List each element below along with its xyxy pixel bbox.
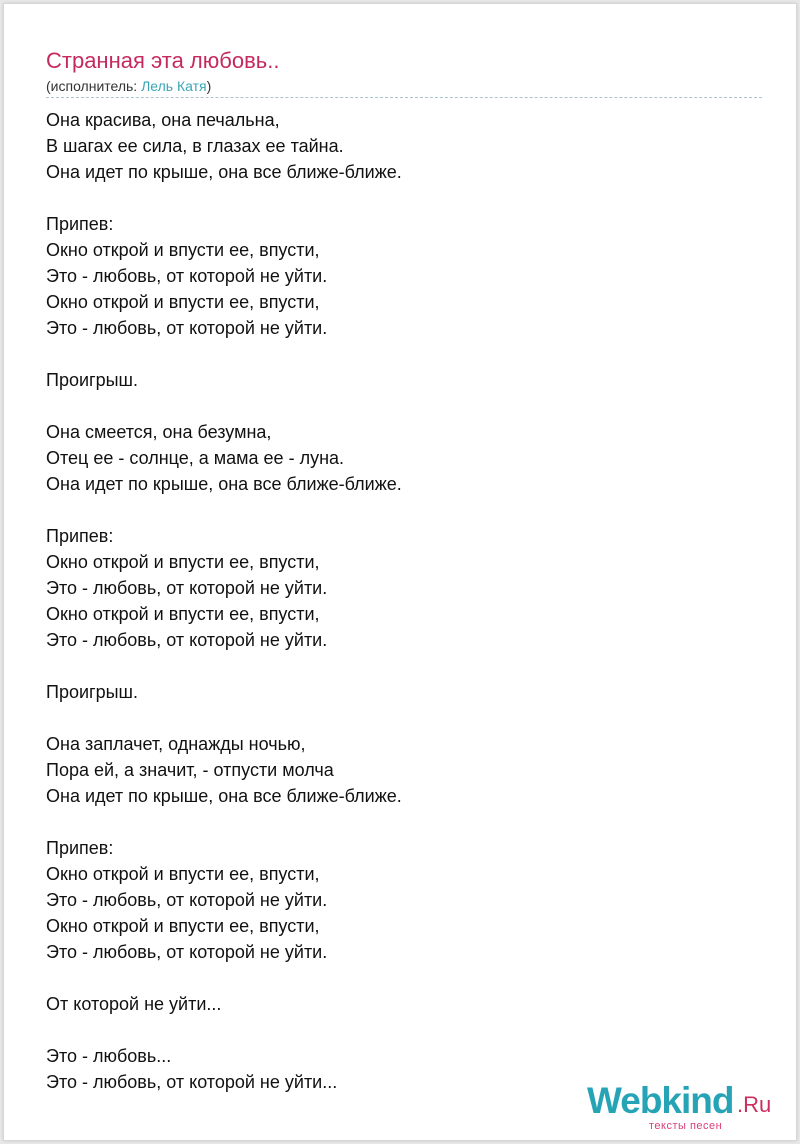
lyric-line: Припев: bbox=[46, 214, 114, 234]
lyric-line: Это - любовь, от которой не уйти. bbox=[46, 318, 328, 338]
lyric-line: Она смеется, она безумна, bbox=[46, 422, 272, 442]
lyric-line: Проигрыш. bbox=[46, 370, 138, 390]
lyric-line: Окно открой и впусти ее, впусти, bbox=[46, 916, 320, 936]
stanza-break bbox=[46, 1017, 766, 1043]
lyric-line: Окно открой и впусти ее, впусти, bbox=[46, 292, 320, 312]
lyric-line: Припев: bbox=[46, 526, 114, 546]
stanza-break bbox=[46, 965, 766, 991]
lyric-line: Окно открой и впусти ее, впусти, bbox=[46, 604, 320, 624]
lyric-line: От которой не уйти... bbox=[46, 994, 222, 1014]
stanza-break bbox=[46, 705, 766, 731]
lyric-line: Окно открой и впусти ее, впусти, bbox=[46, 240, 320, 260]
header-divider bbox=[46, 97, 762, 98]
lyric-line: В шагах ее сила, в глазах ее тайна. bbox=[46, 136, 344, 156]
logo-tagline: тексты песен bbox=[649, 1120, 723, 1132]
song-title: Странная эта любовь.. bbox=[46, 48, 280, 73]
stanza-break bbox=[46, 653, 766, 679]
lyric-line: Припев: bbox=[46, 838, 114, 858]
lyric-line: Проигрыш. bbox=[46, 682, 138, 702]
site-logo[interactable] bbox=[587, 1080, 787, 1134]
lyric-line: Она заплачет, однажды ночью, bbox=[46, 734, 306, 754]
lyrics-body bbox=[46, 107, 766, 1095]
artist-link[interactable]: Лель Катя bbox=[141, 78, 207, 94]
lyric-line: Окно открой и впусти ее, впусти, bbox=[46, 864, 320, 884]
lyrics-page bbox=[3, 3, 797, 1141]
lyric-line: Это - любовь, от которой не уйти... bbox=[46, 1072, 338, 1092]
stanza-break bbox=[46, 497, 766, 523]
artist-line bbox=[46, 77, 211, 95]
lyric-line: Это - любовь, от которой не уйти. bbox=[46, 266, 328, 286]
lyric-line: Это - любовь, от которой не уйти. bbox=[46, 630, 328, 650]
artist-prefix: (исполнитель: bbox=[46, 78, 142, 94]
stanza-break bbox=[46, 809, 766, 835]
logo-wordmark: Webkind bbox=[587, 1080, 734, 1121]
lyric-line: Это - любовь, от которой не уйти. bbox=[46, 890, 328, 910]
stanza-break bbox=[46, 393, 766, 419]
artist-suffix: ) bbox=[206, 78, 212, 94]
lyric-line: Пора ей, а значит, - отпусти молча bbox=[46, 760, 334, 780]
stanza-break bbox=[46, 185, 766, 211]
lyric-line: Это - любовь... bbox=[46, 1046, 172, 1066]
lyric-line: Отец ее - солнце, а мама ее - луна. bbox=[46, 448, 345, 468]
lyric-line: Она красива, она печальна, bbox=[46, 110, 280, 130]
lyric-line: Она идет по крыше, она все ближе-ближе. bbox=[46, 786, 402, 806]
logo-domain: .Ru bbox=[737, 1092, 772, 1117]
stanza-break bbox=[46, 341, 766, 367]
lyric-line: Она идет по крыше, она все ближе-ближе. bbox=[46, 474, 402, 494]
lyric-line: Это - любовь, от которой не уйти. bbox=[46, 578, 328, 598]
lyric-line: Окно открой и впусти ее, впусти, bbox=[46, 552, 320, 572]
lyric-line: Это - любовь, от которой не уйти. bbox=[46, 942, 328, 962]
lyric-line: Она идет по крыше, она все ближе-ближе. bbox=[46, 162, 402, 182]
